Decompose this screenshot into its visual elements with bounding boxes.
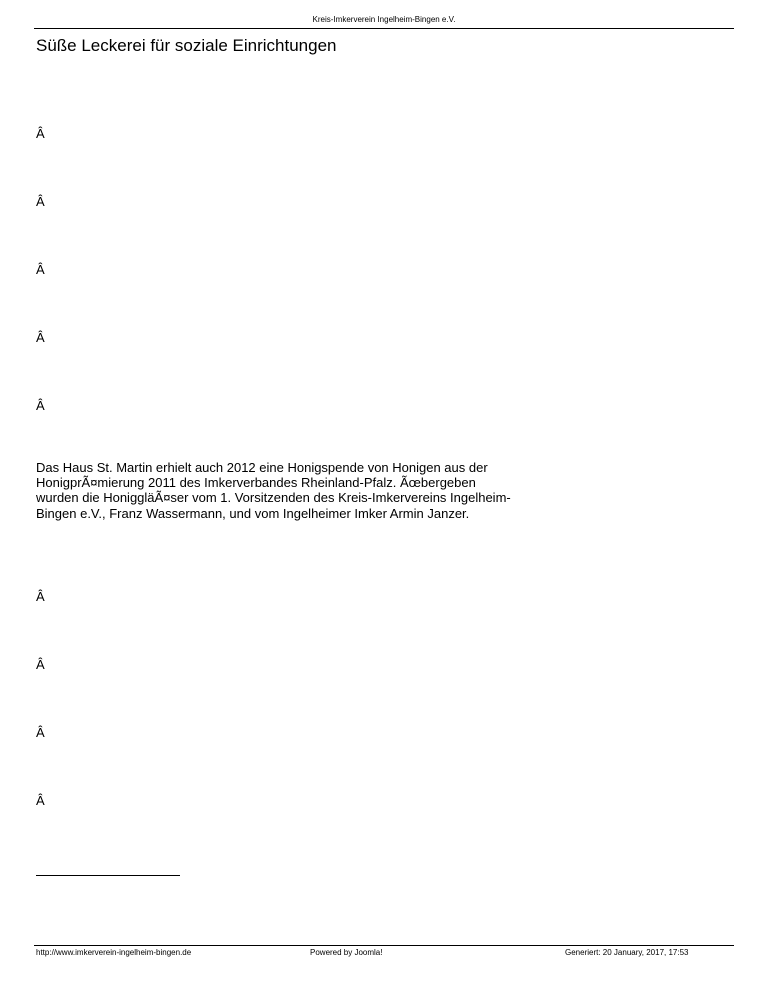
placeholder-glyph: Â: [36, 589, 45, 604]
placeholder-glyph: Â: [36, 194, 45, 209]
placeholder-glyph: Â: [36, 330, 45, 345]
article-title: Süße Leckerei für soziale Einrichtungen: [36, 36, 337, 55]
article-paragraph: Das Haus St. Martin erhielt auch 2012 eine Honigspende von Honigen aus der HonigprÃ¤mierung 2011 des Imkerverbandes Rheinland-Pfalz. Ãœbergeben wurden die HoniggläÃ¤ser vom 1. Vorsitzenden des Kreis-Imkervereins Ingelheim-Bingen e.V., Franz Wassermann, und vom Ingelheimer Imker Armin Janzer.: [36, 460, 511, 521]
placeholder-glyph: Â: [36, 398, 45, 413]
footer-url-link[interactable]: http://www.imkerverein-ingelheim-bingen.de: [36, 948, 192, 957]
placeholder-glyph: Â: [36, 126, 45, 141]
placeholder-glyph: Â: [36, 262, 45, 277]
powered-by-text: Powered by Joomla!: [310, 948, 383, 957]
header-divider: [34, 28, 734, 29]
generated-timestamp: Generiert: 20 January, 2017, 17:53: [565, 948, 689, 957]
footer-divider: [34, 945, 734, 946]
placeholder-glyph: Â: [36, 793, 45, 808]
placeholder-glyph: Â: [36, 725, 45, 740]
placeholder-glyph: Â: [36, 657, 45, 672]
content-divider: [36, 875, 180, 876]
site-name-header: Kreis-Imkerverein Ingelheim-Bingen e.V.: [312, 15, 456, 24]
